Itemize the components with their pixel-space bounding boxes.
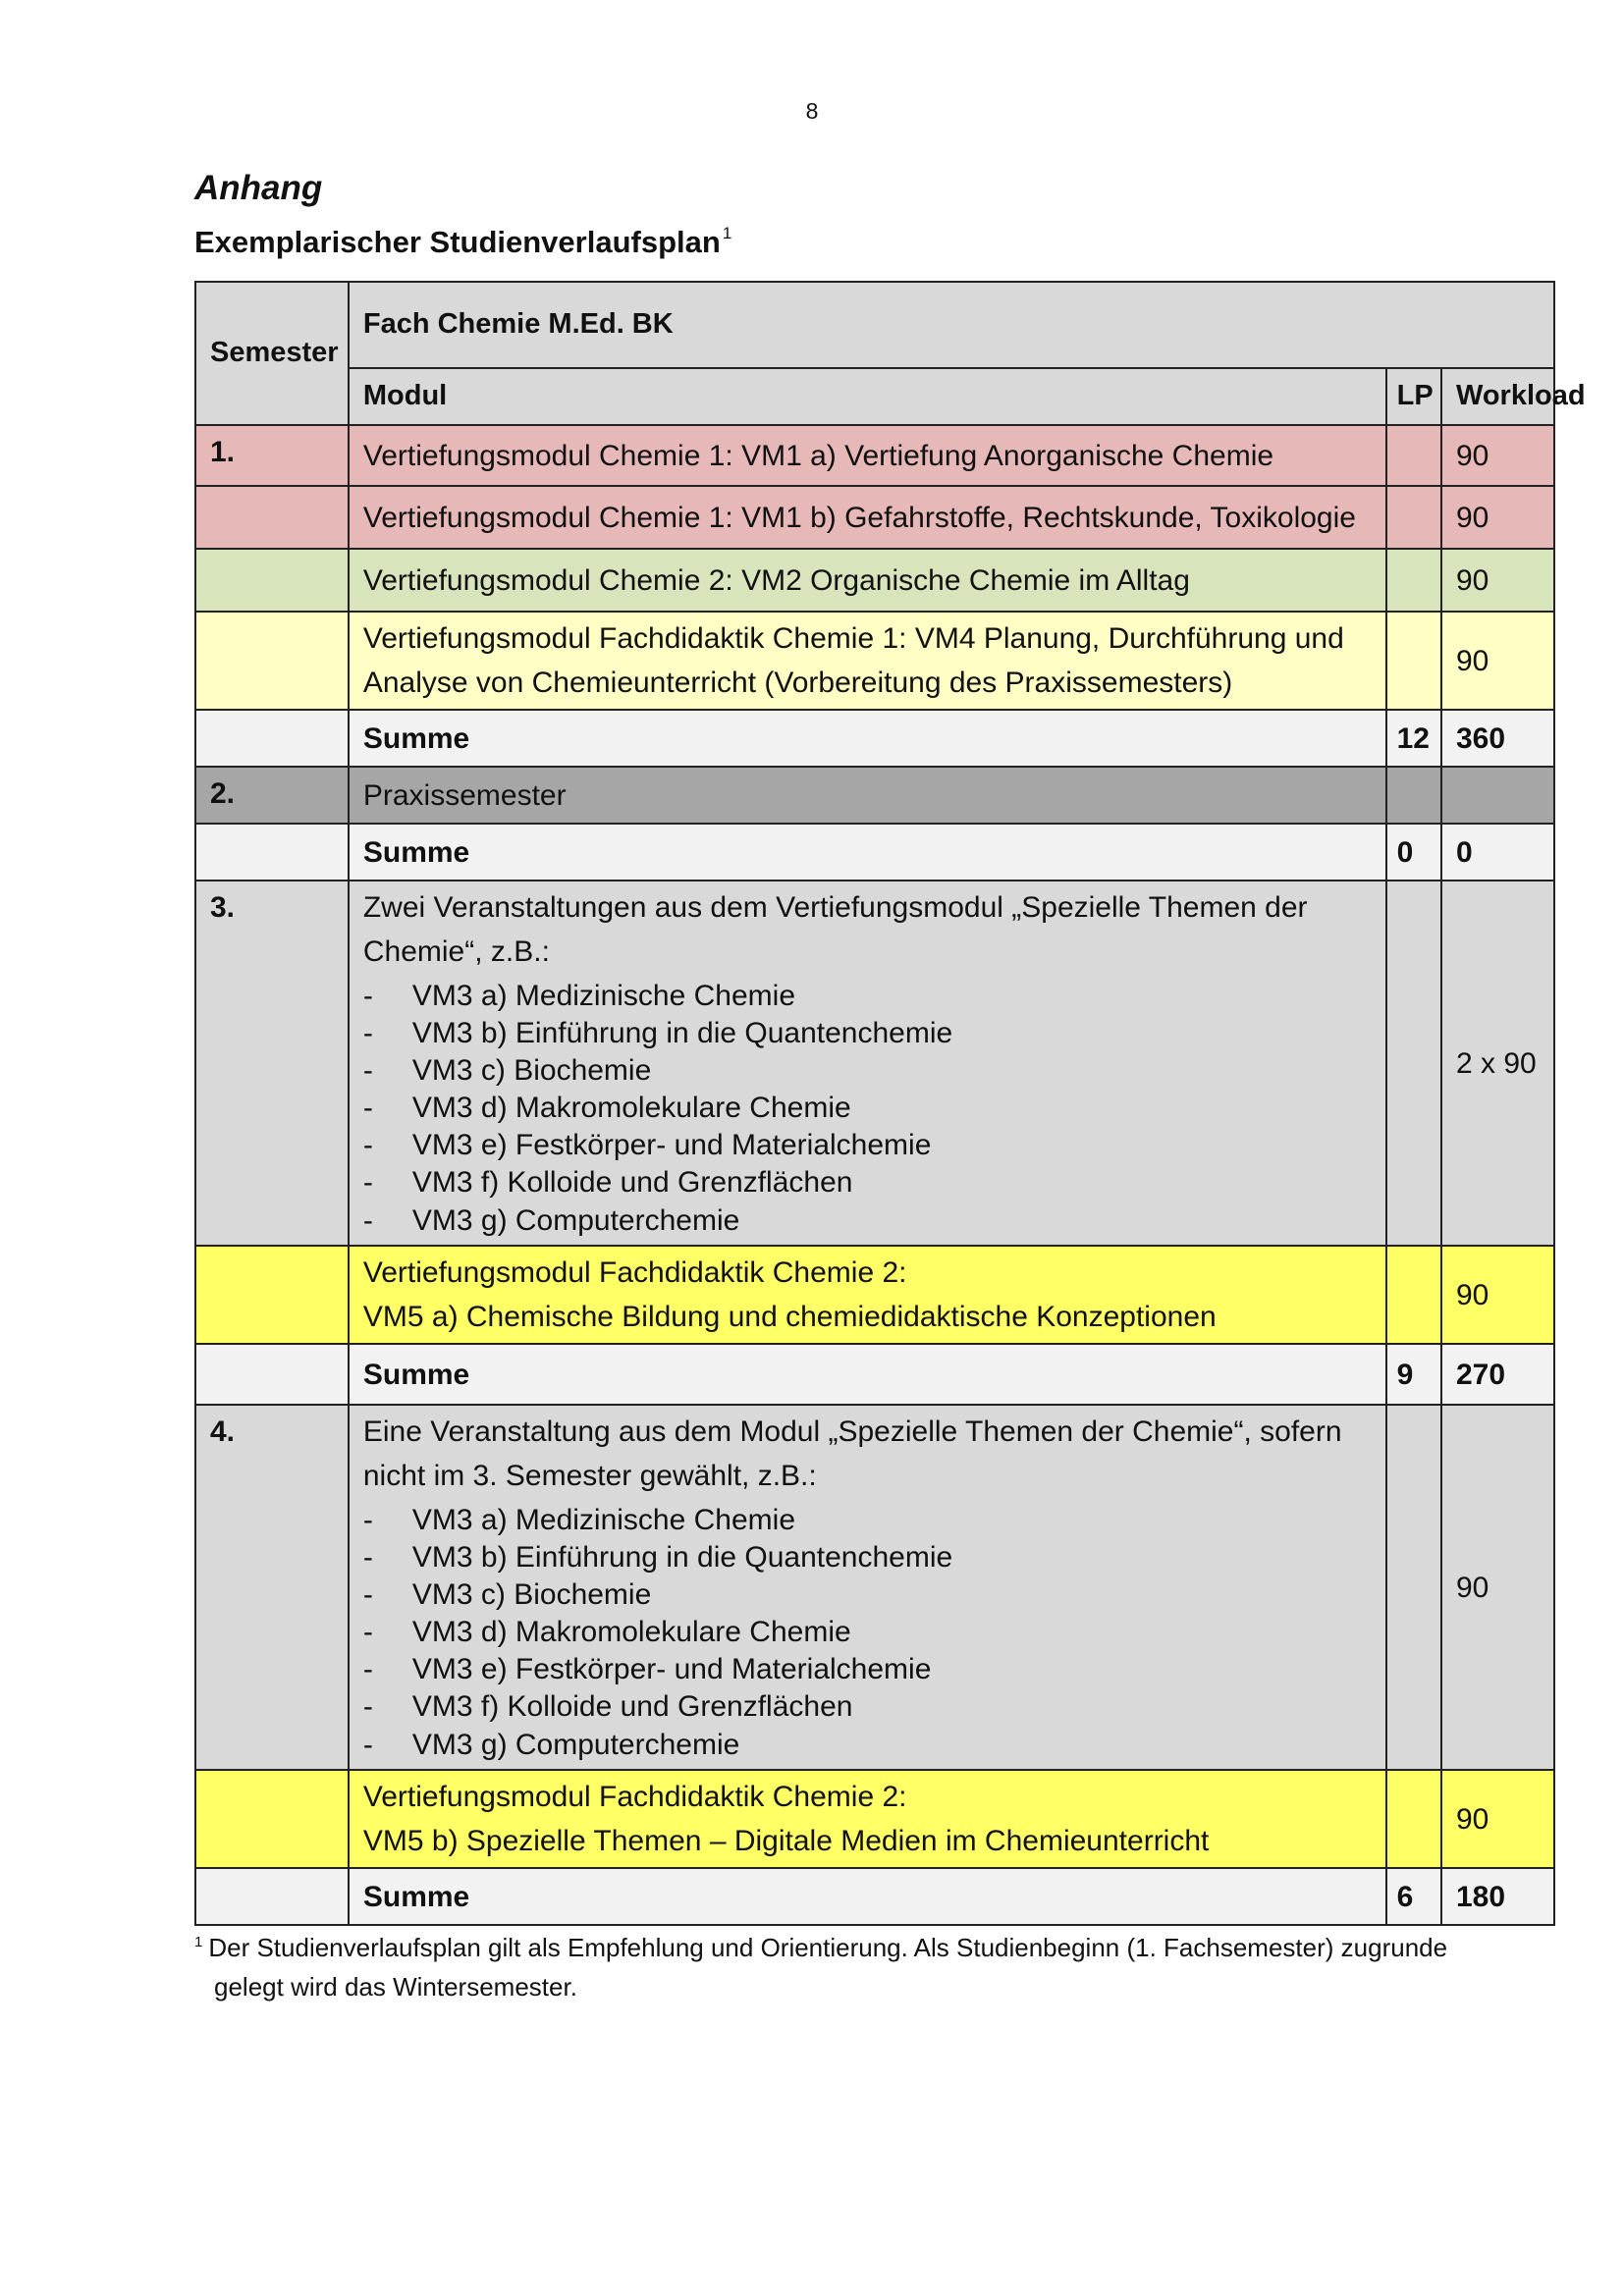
module-line: Analyse von Chemieunterricht (Vorbereitung des Praxissemesters) bbox=[362, 667, 1233, 699]
table-row bbox=[195, 1246, 1554, 1344]
sum-row bbox=[195, 1344, 1554, 1405]
workload-cell: 90 bbox=[1441, 612, 1554, 710]
lp-header: LP bbox=[1386, 368, 1441, 425]
semester-cell bbox=[195, 1770, 349, 1868]
module-cell bbox=[349, 881, 1386, 1246]
table-subheader-row bbox=[195, 368, 1554, 425]
module-intro: Zwei Veranstaltungen aus dem Vertiefungsmodul „Spezielle Themen der bbox=[362, 891, 1308, 924]
lp-cell bbox=[1386, 881, 1441, 1246]
sum-workload: 180 bbox=[1441, 1868, 1554, 1925]
semester-cell bbox=[195, 486, 349, 549]
semester-cell bbox=[195, 710, 349, 767]
table-row bbox=[195, 425, 1554, 486]
footnote-text-continued: gelegt wird das Wintersemester. bbox=[214, 1972, 577, 2002]
sum-row bbox=[195, 824, 1554, 881]
sum-label: Summe bbox=[349, 710, 1386, 767]
workload-cell: 90 bbox=[1441, 425, 1554, 486]
vm3-option-list bbox=[363, 1502, 1372, 1764]
table-row bbox=[195, 1405, 1554, 1770]
table-row bbox=[195, 1770, 1554, 1868]
semester-cell bbox=[195, 824, 349, 881]
page-heading: Anhang bbox=[194, 169, 323, 207]
table-header-row bbox=[195, 282, 1554, 368]
lp-cell bbox=[1386, 425, 1441, 486]
list-item: - VM3 f) Kolloide und Grenzflächen bbox=[363, 1164, 1372, 1201]
module-cell bbox=[349, 1770, 1386, 1868]
vm3-option-list bbox=[363, 978, 1372, 1240]
list-item: - VM3 g) Computerchemie bbox=[363, 1202, 1372, 1240]
semester-header: Semester bbox=[195, 282, 349, 425]
subject-title: Fach Chemie M.Ed. BK bbox=[349, 282, 1554, 368]
module-header: Modul bbox=[349, 368, 1386, 425]
workload-cell: 90 bbox=[1441, 1770, 1554, 1868]
module-line: Vertiefungsmodul Fachdidaktik Chemie 2: bbox=[362, 1781, 907, 1813]
semester-cell bbox=[195, 549, 349, 612]
lp-cell bbox=[1386, 1770, 1441, 1868]
lp-cell bbox=[1386, 767, 1441, 824]
table-row bbox=[195, 549, 1554, 612]
sum-lp: 9 bbox=[1386, 1344, 1441, 1405]
workload-cell: 90 bbox=[1441, 1405, 1554, 1770]
sum-row bbox=[195, 1868, 1554, 1925]
list-item: - VM3 b) Einführung in die Quantenchemie bbox=[363, 1015, 1372, 1052]
module-cell bbox=[349, 1246, 1386, 1344]
semester-number: 1. bbox=[195, 425, 349, 486]
workload-cell bbox=[1441, 767, 1554, 824]
module-intro: Chemie“, z.B.: bbox=[362, 935, 550, 968]
module-intro: Eine Veranstaltung aus dem Modul „Spezielle Themen der Chemie“, sofern bbox=[362, 1415, 1342, 1448]
semester-cell bbox=[195, 1868, 349, 1925]
module-line: Vertiefungsmodul Fachdidaktik Chemie 2: bbox=[362, 1256, 907, 1289]
module-cell bbox=[349, 612, 1386, 710]
sum-workload: 270 bbox=[1441, 1344, 1554, 1405]
workload-header: Workload bbox=[1441, 368, 1554, 425]
list-item: - VM3 d) Makromolekulare Chemie bbox=[363, 1090, 1372, 1127]
lp-cell bbox=[1386, 1246, 1441, 1344]
sum-label: Summe bbox=[349, 824, 1386, 881]
semester-cell bbox=[195, 612, 349, 710]
footnote-text: Der Studienverlaufsplan gilt als Empfehlung und Orientierung. Als Studienbeginn (1. Fachsemester) zugrunde bbox=[208, 1933, 1448, 1962]
list-item: - VM3 a) Medizinische Chemie bbox=[363, 978, 1372, 1015]
page-subheading bbox=[194, 224, 731, 260]
sum-row bbox=[195, 710, 1554, 767]
table-row bbox=[195, 881, 1554, 1246]
module-line: VM5 b) Spezielle Themen – Digitale Medien im Chemieunterricht bbox=[362, 1825, 1210, 1857]
workload-cell: 90 bbox=[1441, 549, 1554, 612]
semester-cell bbox=[195, 1246, 349, 1344]
footnote-mark: 1 bbox=[194, 1934, 203, 1950]
workload-cell: 90 bbox=[1441, 1246, 1554, 1344]
module-intro: nicht im 3. Semester gewählt, z.B.: bbox=[362, 1460, 817, 1492]
semester-number: 2. bbox=[195, 767, 349, 824]
list-item: - VM3 c) Biochemie bbox=[363, 1576, 1372, 1614]
list-item: - VM3 e) Festkörper- und Materialchemie bbox=[363, 1651, 1372, 1688]
table-row bbox=[195, 767, 1554, 824]
list-item: - VM3 e) Festkörper- und Materialchemie bbox=[363, 1127, 1372, 1164]
sum-lp: 0 bbox=[1386, 824, 1441, 881]
table-row bbox=[195, 612, 1554, 710]
page-number: 8 bbox=[805, 98, 819, 124]
sum-label: Summe bbox=[349, 1344, 1386, 1405]
lp-cell bbox=[1386, 549, 1441, 612]
study-plan-table bbox=[194, 281, 1586, 1926]
module-cell bbox=[349, 1405, 1386, 1770]
module-cell: Vertiefungsmodul Chemie 2: VM2 Organische Chemie im Alltag bbox=[349, 549, 1386, 612]
lp-cell bbox=[1386, 612, 1441, 710]
sum-lp: 12 bbox=[1386, 710, 1441, 767]
list-item: - VM3 a) Medizinische Chemie bbox=[363, 1502, 1372, 1539]
lp-cell bbox=[1386, 1405, 1441, 1770]
list-item: - VM3 d) Makromolekulare Chemie bbox=[363, 1614, 1372, 1651]
list-item: - VM3 g) Computerchemie bbox=[363, 1727, 1372, 1764]
semester-cell bbox=[195, 1344, 349, 1405]
subheading-text: Exemplarischer Studienverlaufsplan bbox=[194, 225, 721, 259]
sum-workload: 0 bbox=[1441, 824, 1554, 881]
semester-number: 3. bbox=[195, 881, 349, 1246]
module-line: VM5 a) Chemische Bildung und chemiedidaktische Konzeptionen bbox=[362, 1301, 1217, 1333]
list-item: - VM3 f) Kolloide und Grenzflächen bbox=[363, 1688, 1372, 1726]
module-cell: Vertiefungsmodul Chemie 1: VM1 b) Gefahrstoffe, Rechtskunde, Toxikologie bbox=[349, 486, 1386, 549]
workload-cell: 90 bbox=[1441, 486, 1554, 549]
list-item: - VM3 c) Biochemie bbox=[363, 1052, 1372, 1090]
workload-cell: 2 x 90 bbox=[1441, 881, 1554, 1246]
module-cell: Praxissemester bbox=[349, 767, 1386, 824]
lp-cell bbox=[1386, 486, 1441, 549]
sum-label: Summe bbox=[349, 1868, 1386, 1925]
footnote-reference: 1 bbox=[722, 224, 732, 242]
sum-workload: 360 bbox=[1441, 710, 1554, 767]
semester-number: 4. bbox=[195, 1405, 349, 1770]
footnote bbox=[194, 1928, 1555, 2007]
sum-lp: 6 bbox=[1386, 1868, 1441, 1925]
table-row bbox=[195, 486, 1554, 549]
module-line: Vertiefungsmodul Fachdidaktik Chemie 1: VM4 Planung, Durchführung und bbox=[362, 622, 1344, 655]
list-item: - VM3 b) Einführung in die Quantenchemie bbox=[363, 1539, 1372, 1576]
module-cell: Vertiefungsmodul Chemie 1: VM1 a) Vertiefung Anorganische Chemie bbox=[349, 425, 1386, 486]
